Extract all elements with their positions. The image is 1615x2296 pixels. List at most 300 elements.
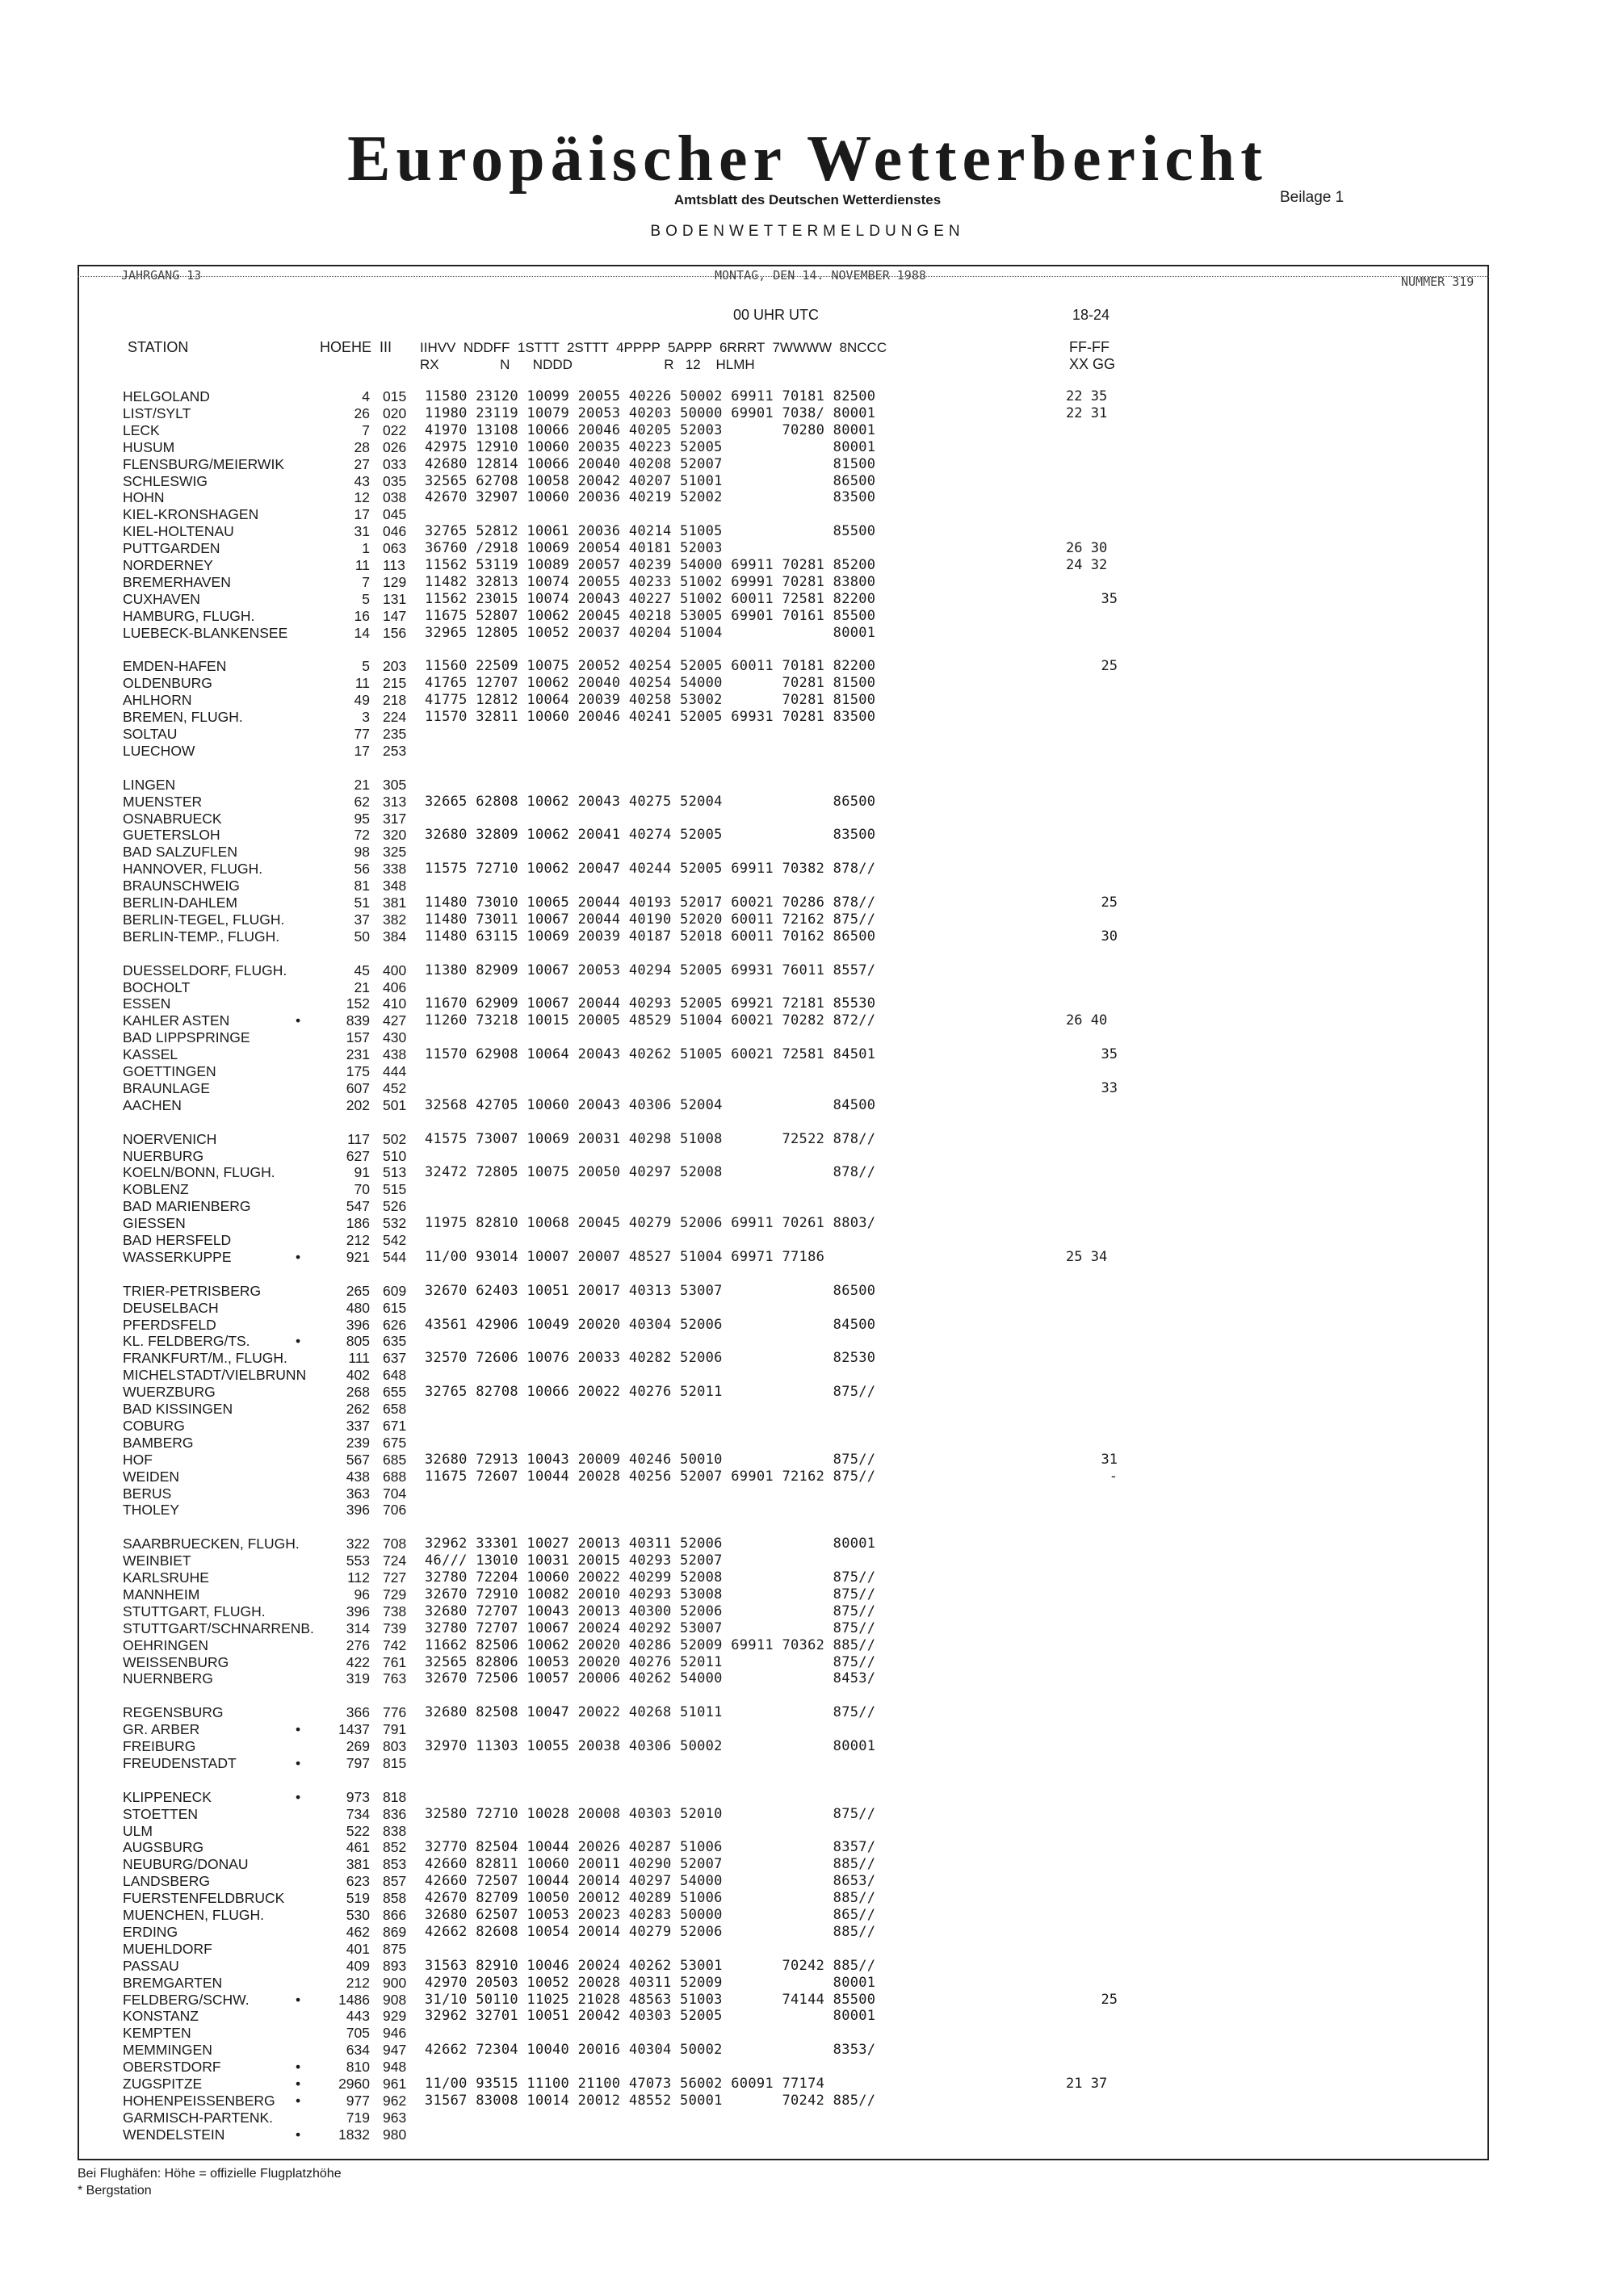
station-height: 2960 xyxy=(338,2076,370,2092)
station-height: 14 xyxy=(354,624,370,641)
station-name: REGENSBURG xyxy=(123,1704,224,1721)
station-id: 761 xyxy=(383,1653,407,1670)
station-height: 443 xyxy=(346,2008,370,2025)
station-name: OBERSTDORF xyxy=(123,2059,221,2076)
station-height: 401 xyxy=(346,1940,370,1957)
table-row xyxy=(0,979,1615,996)
table-row xyxy=(0,456,1615,473)
station-id: 658 xyxy=(383,1401,407,1417)
station-id: 063 xyxy=(383,540,407,557)
mountain-marker: • xyxy=(296,1012,301,1029)
table-row xyxy=(0,1148,1615,1165)
station-id: 129 xyxy=(383,573,407,590)
station-id: 671 xyxy=(383,1417,407,1434)
station-name: PASSAU xyxy=(123,1957,179,1974)
station-height: 21 xyxy=(354,776,370,793)
wind-gust: 25 xyxy=(1101,1991,1118,2008)
station-name: HANNOVER, FLUGH. xyxy=(123,861,263,878)
station-height: 422 xyxy=(346,1653,370,1670)
station-height: 797 xyxy=(346,1754,370,1771)
station-id: 235 xyxy=(383,726,407,742)
table-row xyxy=(0,1232,1615,1249)
station-id: 900 xyxy=(383,1974,407,1991)
station-id: 203 xyxy=(383,658,407,675)
table-row xyxy=(0,911,1615,928)
station-name: NORDERNEY xyxy=(123,557,213,573)
observation-groups: 11562 23015 10074 20043 40227 51002 60011 72581 82200 xyxy=(425,590,876,607)
station-name: BERLIN-TEGEL, FLUGH. xyxy=(123,911,285,928)
station-name: GARMISCH-PARTENK. xyxy=(123,2109,274,2126)
station-name: WEINBIET xyxy=(123,1552,191,1569)
station-name: AACHEN xyxy=(123,1096,182,1113)
station-id: 615 xyxy=(383,1299,407,1316)
table-row xyxy=(0,1452,1615,1469)
observation-groups: 43561 42906 10049 20020 40304 52006 84500 xyxy=(425,1316,876,1333)
observation-groups: 11575 72710 10062 20047 40244 52005 69911 70382 878// xyxy=(425,861,876,878)
station-id: 020 xyxy=(383,404,407,421)
observation-groups: 11670 62909 10067 20044 40293 52005 69921 72181 85530 xyxy=(425,995,876,1012)
station-height: 62 xyxy=(354,793,370,810)
observation-groups: 41775 12812 10064 20039 40258 53002 70281 81500 xyxy=(425,692,876,709)
station-id: 156 xyxy=(383,624,407,641)
table-row xyxy=(0,1131,1615,1148)
station-height: 43 xyxy=(354,472,370,489)
table-row xyxy=(0,2110,1615,2126)
table-row xyxy=(0,2059,1615,2076)
table-row xyxy=(0,1670,1615,1687)
station-id: 444 xyxy=(383,1063,407,1079)
observation-groups: 36760 /2918 10069 20054 40181 52003 xyxy=(425,540,723,557)
observation-groups: 11480 73011 10067 20044 40190 52020 60011 72162 875// xyxy=(425,911,876,928)
table-row xyxy=(0,574,1615,591)
mountain-marker: • xyxy=(296,2059,301,2076)
mountain-marker: • xyxy=(296,1991,301,2008)
station-name: MEMMINGEN xyxy=(123,2042,212,2059)
table-row xyxy=(0,1856,1615,1873)
station-id: 313 xyxy=(383,793,407,810)
wind-gust: 33 xyxy=(1101,1079,1118,1096)
table-row xyxy=(0,1755,1615,1772)
station-height: 37 xyxy=(354,911,370,928)
station-height: 547 xyxy=(346,1198,370,1215)
observation-groups: 11260 73218 10015 20005 48529 51004 60021 70282 872// xyxy=(425,1012,876,1029)
station-id: 215 xyxy=(383,675,407,692)
station-name: FREUDENSTADT xyxy=(123,1754,237,1771)
station-id: 038 xyxy=(383,489,407,506)
wind-gust: 26 40 xyxy=(1066,1012,1108,1029)
station-id: 853 xyxy=(383,1856,407,1873)
table-row xyxy=(0,1097,1615,1114)
station-height: 839 xyxy=(346,1012,370,1029)
station-id: 866 xyxy=(383,1907,407,1923)
station-id: 929 xyxy=(383,2008,407,2025)
station-id: 803 xyxy=(383,1738,407,1754)
subtitle: Amtsblatt des Deutschen Wetterdienstes xyxy=(673,192,942,207)
station-name: MICHELSTADT/VIELBRUNN xyxy=(123,1367,307,1384)
station-height: 973 xyxy=(346,1788,370,1805)
mountain-marker: • xyxy=(296,1248,301,1265)
table-row xyxy=(0,1839,1615,1856)
station-height: 26 xyxy=(354,404,370,421)
wind-gust: 25 34 xyxy=(1066,1248,1108,1265)
observation-groups: 42660 72507 10044 20014 40297 54000 8653/ xyxy=(425,1873,876,1890)
station-id: 113 xyxy=(383,557,405,573)
station-name: FLENSBURG/MEIERWIK xyxy=(123,455,284,472)
station-height: 363 xyxy=(346,1485,370,1502)
observation-groups: 11675 52807 10062 20045 40218 53005 69901 70161 85500 xyxy=(425,607,876,624)
station-name: NUERNBERG xyxy=(123,1670,213,1687)
station-id: 857 xyxy=(383,1873,407,1890)
station-name: KOBLENZ xyxy=(123,1181,189,1198)
station-id: 962 xyxy=(383,2092,407,2109)
station-name: GOETTINGEN xyxy=(123,1063,216,1079)
station-id: 818 xyxy=(383,1788,407,1805)
station-name: PFERDSFELD xyxy=(123,1316,216,1333)
station-height: 337 xyxy=(346,1417,370,1434)
station-height: 396 xyxy=(346,1316,370,1333)
station-height: 461 xyxy=(346,1839,370,1856)
station-height: 4 xyxy=(362,388,370,404)
station-height: 239 xyxy=(346,1434,370,1451)
station-name: SOLTAU xyxy=(123,726,178,742)
table-row xyxy=(0,1552,1615,1569)
observation-groups: 32665 62808 10062 20043 40275 52004 86500 xyxy=(425,793,876,810)
station-name: BAD KISSINGEN xyxy=(123,1401,233,1417)
volume-label: JAHRGANG 13 xyxy=(121,268,202,283)
station-name: GIESSEN xyxy=(123,1215,186,1232)
station-height: 319 xyxy=(346,1670,370,1687)
station-name: BRAUNLAGE xyxy=(123,1079,210,1096)
station-name: BERLIN-TEMP., FLUGH. xyxy=(123,928,280,945)
station-id: 384 xyxy=(383,928,407,945)
table-row xyxy=(0,1300,1615,1317)
station-id: 502 xyxy=(383,1130,407,1147)
station-name: STOETTEN xyxy=(123,1805,199,1822)
table-row xyxy=(0,1941,1615,1958)
station-name: BERLIN-DAHLEM xyxy=(123,895,237,911)
table-row xyxy=(0,1907,1615,1924)
station-id: 131 xyxy=(383,590,407,607)
observation-groups: 32780 72707 10067 20024 40292 53007 875// xyxy=(425,1619,876,1636)
table-row xyxy=(0,777,1615,794)
table-row xyxy=(0,1080,1615,1097)
station-name: FREIBURG xyxy=(123,1738,196,1754)
observation-groups: 41575 73007 10069 20031 40298 51008 72522 878// xyxy=(425,1130,876,1147)
station-name: EMDEN-HAFEN xyxy=(123,658,227,675)
table-row xyxy=(0,675,1615,692)
observation-groups: 31567 83008 10014 20012 48552 50001 70242 885// xyxy=(425,2092,876,2109)
station-name: GR. ARBER xyxy=(123,1721,200,1738)
station-name: BOCHOLT xyxy=(123,978,191,995)
station-name: KEMPTEN xyxy=(123,2025,191,2042)
table-row xyxy=(0,540,1615,557)
table-row xyxy=(0,1317,1615,1334)
observation-groups: 32472 72805 10075 20050 40297 52008 878// xyxy=(425,1164,876,1181)
station-height: 212 xyxy=(346,1232,370,1248)
station-name: STUTTGART, FLUGH. xyxy=(123,1603,266,1619)
station-height: 96 xyxy=(354,1586,370,1603)
station-id: 635 xyxy=(383,1333,407,1350)
station-height: 45 xyxy=(354,962,370,978)
table-row xyxy=(0,726,1615,743)
station-name: BRAUNSCHWEIG xyxy=(123,878,240,895)
table-row xyxy=(0,2042,1615,2059)
table-row xyxy=(0,473,1615,490)
wind-gust: - xyxy=(1109,1468,1118,1485)
station-id: 045 xyxy=(383,506,407,523)
table-row xyxy=(0,1333,1615,1350)
station-id: 253 xyxy=(383,742,407,759)
station-name: KAHLER ASTEN xyxy=(123,1012,230,1029)
station-id: 026 xyxy=(383,438,407,455)
station-height: 28 xyxy=(354,438,370,455)
observation-groups: 42670 32907 10060 20036 40219 52002 83500 xyxy=(425,489,876,506)
table-row xyxy=(0,1283,1615,1300)
station-height: 21 xyxy=(354,978,370,995)
station-id: 893 xyxy=(383,1957,407,1974)
station-name: KARLSRUHE xyxy=(123,1569,209,1586)
station-id: 400 xyxy=(383,962,407,978)
observation-groups: 32765 52812 10061 20036 40214 51005 85500 xyxy=(425,523,876,540)
issue-date: MONTAG, DEN 14. NOVEMBER 1988 xyxy=(715,268,926,283)
observation-groups: 42970 20503 10052 20028 40311 52009 80001 xyxy=(425,1974,876,1991)
station-name: FUERSTENFELDBRUCK xyxy=(123,1890,285,1907)
station-id: 452 xyxy=(383,1079,407,1096)
station-name: HOHENPEISSENBERG xyxy=(123,2092,275,2109)
station-id: 526 xyxy=(383,1198,407,1215)
column-iii: III xyxy=(380,339,392,355)
station-height: 519 xyxy=(346,1890,370,1907)
station-name: MUENSTER xyxy=(123,793,203,810)
table-row xyxy=(0,1063,1615,1080)
station-height: 112 xyxy=(347,1569,370,1586)
table-row xyxy=(0,811,1615,827)
observation-groups: 11/00 93014 10007 20007 48527 51004 69971 77186 xyxy=(425,1248,825,1265)
observation-groups: 11570 32811 10060 20046 40241 52005 69931 70281 83500 xyxy=(425,709,876,726)
observation-groups: 32970 11303 10055 20038 40306 50002 80001 xyxy=(425,1738,876,1754)
station-id: 838 xyxy=(383,1822,407,1839)
station-id: 015 xyxy=(383,388,407,404)
observation-groups: 42680 12814 10066 20040 40208 52007 81500 xyxy=(425,455,876,472)
station-name: COBURG xyxy=(123,1417,185,1434)
station-name: AHLHORN xyxy=(123,692,192,709)
table-row xyxy=(0,1569,1615,1586)
footnote-mountain: * Bergstation xyxy=(78,2184,152,2198)
station-name: BREMERHAVEN xyxy=(123,573,231,590)
table-row xyxy=(0,1249,1615,1266)
station-name: STUTTGART/SCHNARRENB. xyxy=(123,1619,314,1636)
table-row xyxy=(0,995,1615,1012)
table-row xyxy=(0,1823,1615,1840)
station-name: WUERZBURG xyxy=(123,1384,216,1401)
station-id: 046 xyxy=(383,523,407,540)
station-id: 218 xyxy=(383,692,407,709)
table-row xyxy=(0,439,1615,456)
station-height: 49 xyxy=(354,692,370,709)
table-row xyxy=(0,1029,1615,1046)
observation-groups: 32680 82508 10047 20022 40268 51011 875// xyxy=(425,1704,876,1721)
station-name: OEHRINGEN xyxy=(123,1636,208,1653)
station-name: WEISSENBURG xyxy=(123,1653,229,1670)
table-row xyxy=(0,1198,1615,1215)
station-height: 480 xyxy=(346,1299,370,1316)
station-name: CUXHAVEN xyxy=(123,590,200,607)
table-row xyxy=(0,1012,1615,1029)
observation-groups: 11562 53119 10089 20057 40239 54000 69911 70281 85200 xyxy=(425,557,876,573)
station-id: 147 xyxy=(383,607,407,624)
station-name: BAD MARIENBERG xyxy=(123,1198,251,1215)
station-name: WEIDEN xyxy=(123,1468,179,1485)
observation-groups: 42670 82709 10050 20012 40289 51006 885// xyxy=(425,1890,876,1907)
station-name: BERUS xyxy=(123,1485,172,1502)
table-row xyxy=(0,1469,1615,1485)
station-id: 515 xyxy=(383,1181,407,1198)
mountain-marker: • xyxy=(296,1788,301,1805)
station-height: 705 xyxy=(346,2025,370,2042)
station-id: 738 xyxy=(383,1603,407,1619)
observation-groups: 11480 73010 10065 20044 40193 52017 60021 70286 878// xyxy=(425,895,876,911)
station-height: 276 xyxy=(346,1636,370,1653)
station-name: WENDELSTEIN xyxy=(123,2126,225,2143)
station-height: 231 xyxy=(346,1046,370,1063)
station-name: ULM xyxy=(123,1822,153,1839)
station-id: 035 xyxy=(383,472,407,489)
table-row xyxy=(0,1485,1615,1502)
observation-groups: 31563 82910 10046 20024 40262 53001 70242 885// xyxy=(425,1957,876,1974)
station-id: 438 xyxy=(383,1046,407,1063)
station-id: 381 xyxy=(383,895,407,911)
station-name: KL. FELDBERG/TS. xyxy=(123,1333,250,1350)
table-row xyxy=(0,743,1615,760)
observation-groups: 32962 33301 10027 20013 40311 52006 80001 xyxy=(425,1536,876,1552)
observation-groups: 11662 82506 10062 20020 40286 52009 69911 70362 885// xyxy=(425,1636,876,1653)
observation-groups: 11380 82909 10067 20053 40294 52005 69931 76011 8557/ xyxy=(425,962,876,978)
supplement-label: Beilage 1 xyxy=(1280,189,1344,206)
table-row xyxy=(0,2025,1615,2042)
wind-gust: 25 xyxy=(1101,658,1118,675)
station-name: BAD LIPPSPRINGE xyxy=(123,1029,250,1046)
observation-groups: 41765 12707 10062 20040 40254 54000 70281 81500 xyxy=(425,675,876,692)
observation-groups: 32565 82806 10053 20020 40276 52011 875// xyxy=(425,1653,876,1670)
observation-groups: 32765 82708 10066 20022 40276 52011 875// xyxy=(425,1384,876,1401)
station-height: 7 xyxy=(362,421,370,438)
station-name: LIST/SYLT xyxy=(123,404,191,421)
observation-time: 00 UHR UTC xyxy=(733,307,820,323)
station-id: 763 xyxy=(383,1670,407,1687)
station-id: 320 xyxy=(383,827,407,844)
station-id: 648 xyxy=(383,1367,407,1384)
table-row xyxy=(0,1164,1615,1181)
table-row xyxy=(0,1502,1615,1519)
station-height: 17 xyxy=(354,742,370,759)
station-height: 50 xyxy=(354,928,370,945)
observation-groups: 42662 82608 10054 20014 40279 52006 885// xyxy=(425,1923,876,1940)
table-row xyxy=(0,1046,1615,1063)
station-name: BAMBERG xyxy=(123,1434,194,1451)
station-name: FRANKFURT/M., FLUGH. xyxy=(123,1350,287,1367)
station-id: 637 xyxy=(383,1350,407,1367)
table-row xyxy=(0,1384,1615,1401)
wind-gust: 30 xyxy=(1101,928,1118,945)
table-row xyxy=(0,844,1615,861)
table-row xyxy=(0,608,1615,625)
station-id: 655 xyxy=(383,1384,407,1401)
table-row xyxy=(0,1721,1615,1738)
station-name: TRIER-PETRISBERG xyxy=(123,1282,262,1299)
station-height: 31 xyxy=(354,523,370,540)
station-height: 202 xyxy=(346,1096,370,1113)
table-row xyxy=(0,1620,1615,1637)
station-height: 366 xyxy=(346,1704,370,1721)
period-label: 18-24 xyxy=(1072,307,1110,323)
table-row xyxy=(0,1215,1615,1232)
station-height: 51 xyxy=(354,895,370,911)
station-id: 704 xyxy=(383,1485,407,1502)
observation-groups: 32965 12805 10052 20037 40204 51004 80001 xyxy=(425,624,876,641)
station-height: 265 xyxy=(346,1282,370,1299)
table-row xyxy=(0,709,1615,726)
station-height: 186 xyxy=(346,1215,370,1232)
station-id: 022 xyxy=(383,421,407,438)
page-title: Europäischer Wetterbericht xyxy=(347,124,1268,195)
table-row xyxy=(0,506,1615,523)
station-name: PUTTGARDEN xyxy=(123,540,220,557)
observation-groups: 41970 13108 10066 20046 40205 52003 70280 80001 xyxy=(425,421,876,438)
table-row xyxy=(0,422,1615,439)
table-row xyxy=(0,1418,1615,1435)
table-row xyxy=(0,895,1615,911)
station-height: 117 xyxy=(347,1130,370,1147)
table-row xyxy=(0,1586,1615,1603)
observation-groups: 32780 72204 10060 20022 40299 52008 875// xyxy=(425,1569,876,1586)
station-height: 91 xyxy=(354,1164,370,1181)
table-row xyxy=(0,827,1615,844)
issue-number: NUMMER 319 xyxy=(1401,274,1474,289)
station-id: 348 xyxy=(383,878,407,895)
station-id: 338 xyxy=(383,861,407,878)
station-name: ESSEN xyxy=(123,995,171,1012)
observation-groups: 42975 12910 10060 20035 40223 52005 80001 xyxy=(425,438,876,455)
table-row xyxy=(0,2093,1615,2110)
observation-groups: 32568 42705 10060 20043 40306 52004 84500 xyxy=(425,1096,876,1113)
station-height: 70 xyxy=(354,1181,370,1198)
table-row xyxy=(0,2008,1615,2025)
station-id: 542 xyxy=(383,1232,407,1248)
station-id: 626 xyxy=(383,1316,407,1333)
station-height: 175 xyxy=(346,1063,370,1079)
station-id: 948 xyxy=(383,2059,407,2076)
station-id: 532 xyxy=(383,1215,407,1232)
station-height: 95 xyxy=(354,810,370,827)
station-height: 314 xyxy=(346,1619,370,1636)
station-height: 5 xyxy=(362,658,370,675)
station-height: 627 xyxy=(346,1147,370,1164)
table-row xyxy=(0,1806,1615,1823)
mountain-marker: • xyxy=(296,2092,301,2109)
station-id: 963 xyxy=(383,2109,407,2126)
station-height: 1832 xyxy=(338,2126,370,2143)
station-name: AUGSBURG xyxy=(123,1839,204,1856)
station-name: HUSUM xyxy=(123,438,175,455)
table-row xyxy=(0,591,1615,608)
table-row xyxy=(0,405,1615,422)
station-name: LUEBECK-BLANKENSEE xyxy=(123,624,288,641)
station-name: NOERVENICH xyxy=(123,1130,217,1147)
station-height: 977 xyxy=(346,2092,370,2109)
station-id: 724 xyxy=(383,1552,407,1569)
observation-groups: 32565 62708 10058 20042 40207 51001 86500 xyxy=(425,472,876,489)
station-height: 396 xyxy=(346,1502,370,1519)
